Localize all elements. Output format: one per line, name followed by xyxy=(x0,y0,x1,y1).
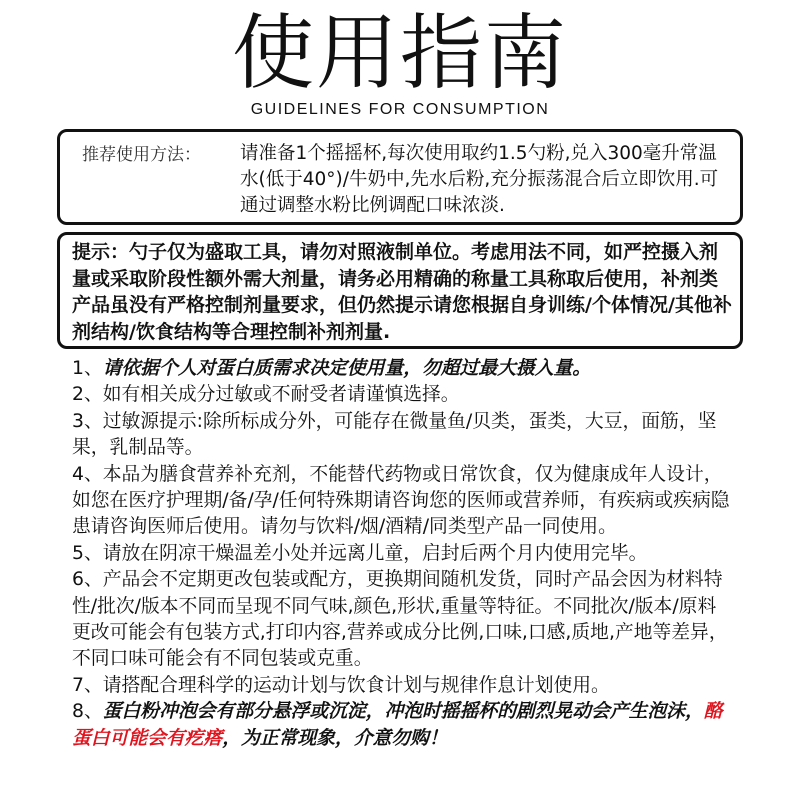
list-item xyxy=(72,382,734,408)
tip-text: 提示：勺子仅为盛取工具，请勿对照液制单位。考虑用法不同，如严控摄入剂量或采取阶段性额外需大剂量，请务必用精确的称量工具称取后使用，补剂类产品虽没有严格控制剂量要求，但仍然提示请您根据自身训练/个体情况/其他补剂结构/饮食结构等合理控制补剂剂量. xyxy=(72,241,732,343)
page-title: 使用指南 xyxy=(231,6,568,101)
item-text: 过敏源提示:除所标成分外，可能存在微量鱼/贝类，蛋类，大豆，面筋，坚果，乳制品等。 xyxy=(72,410,717,459)
item-text: 请搭配合理科学的运动计划与饮食计划与规律作息计划使用。 xyxy=(102,674,610,696)
usage-box xyxy=(57,129,743,225)
item-text: 如有相关成分过敏或不耐受者请谨慎选择。 xyxy=(102,384,460,406)
tip-box xyxy=(57,232,743,349)
item-text: 本品为膳食营养补充剂，不能替代药物或日常饮食，仅为健康成年人设计，如您在医疗护理期/备/孕/任何特殊期请咨询您的医师或营养师，有疾病或疾病隐患请咨询医师后使用。请勿与饮料/烟/酒精/同类型产品一同使用。 xyxy=(72,463,730,538)
item-text: 产品会不定期更改包装或配方，更换期间随机发货，同时产品会因为材料特性/批次/版本不同而呈现不同气味,颜色,形状,重量等特征。不同批次/版本/原料更改可能会有包装方式,打印内容,营养或成分比例,口味,口感,质地,产地等差异，不同口味可能会有不同包装或克重。 xyxy=(72,569,728,670)
guideline-list xyxy=(72,356,734,752)
list-item xyxy=(72,567,734,673)
item-text: 蛋白粉冲泡会有部分悬浮或沉淀，冲泡时摇摇杯的剧烈晃动会产生泡沫， xyxy=(102,701,704,723)
list-item xyxy=(72,541,734,567)
list-item xyxy=(72,462,734,541)
list-item xyxy=(72,356,734,382)
usage-label: 推荐使用方法： xyxy=(82,145,201,165)
item-text: 请依据个人对蛋白质需求决定使用量，勿超过最大摄入量。 xyxy=(102,358,592,379)
item-number: 6、 xyxy=(72,569,103,591)
list-item xyxy=(72,409,734,462)
item-number: 3、 xyxy=(72,410,103,432)
item-text-highlight: 酪蛋白可能会有疙瘩 xyxy=(72,701,723,749)
item-text: ，为正常现象，介意勿购！ xyxy=(222,727,448,749)
item-number: 4、 xyxy=(72,463,103,485)
list-item xyxy=(72,699,734,752)
item-number: 1、 xyxy=(72,358,103,379)
item-number: 2、 xyxy=(72,384,103,406)
item-number: 5、 xyxy=(72,542,103,564)
item-number: 8、 xyxy=(72,701,103,723)
usage-text: 请准备1个摇摇杯,每次使用取约1.5勺粉,兑入300毫升常温水(低于40°)/牛奶中,先水后粉,充分振荡混合后立即饮用.可通过调整水粉比例调配口味浓淡. xyxy=(240,143,719,216)
item-number: 7、 xyxy=(72,674,103,696)
list-item xyxy=(72,673,734,699)
page-subtitle: GUIDELINES FOR CONSUMPTION xyxy=(250,101,550,118)
item-text: 请放在阴凉干燥温差小处并远离儿童，启封后两个月内使用完毕。 xyxy=(102,542,648,564)
